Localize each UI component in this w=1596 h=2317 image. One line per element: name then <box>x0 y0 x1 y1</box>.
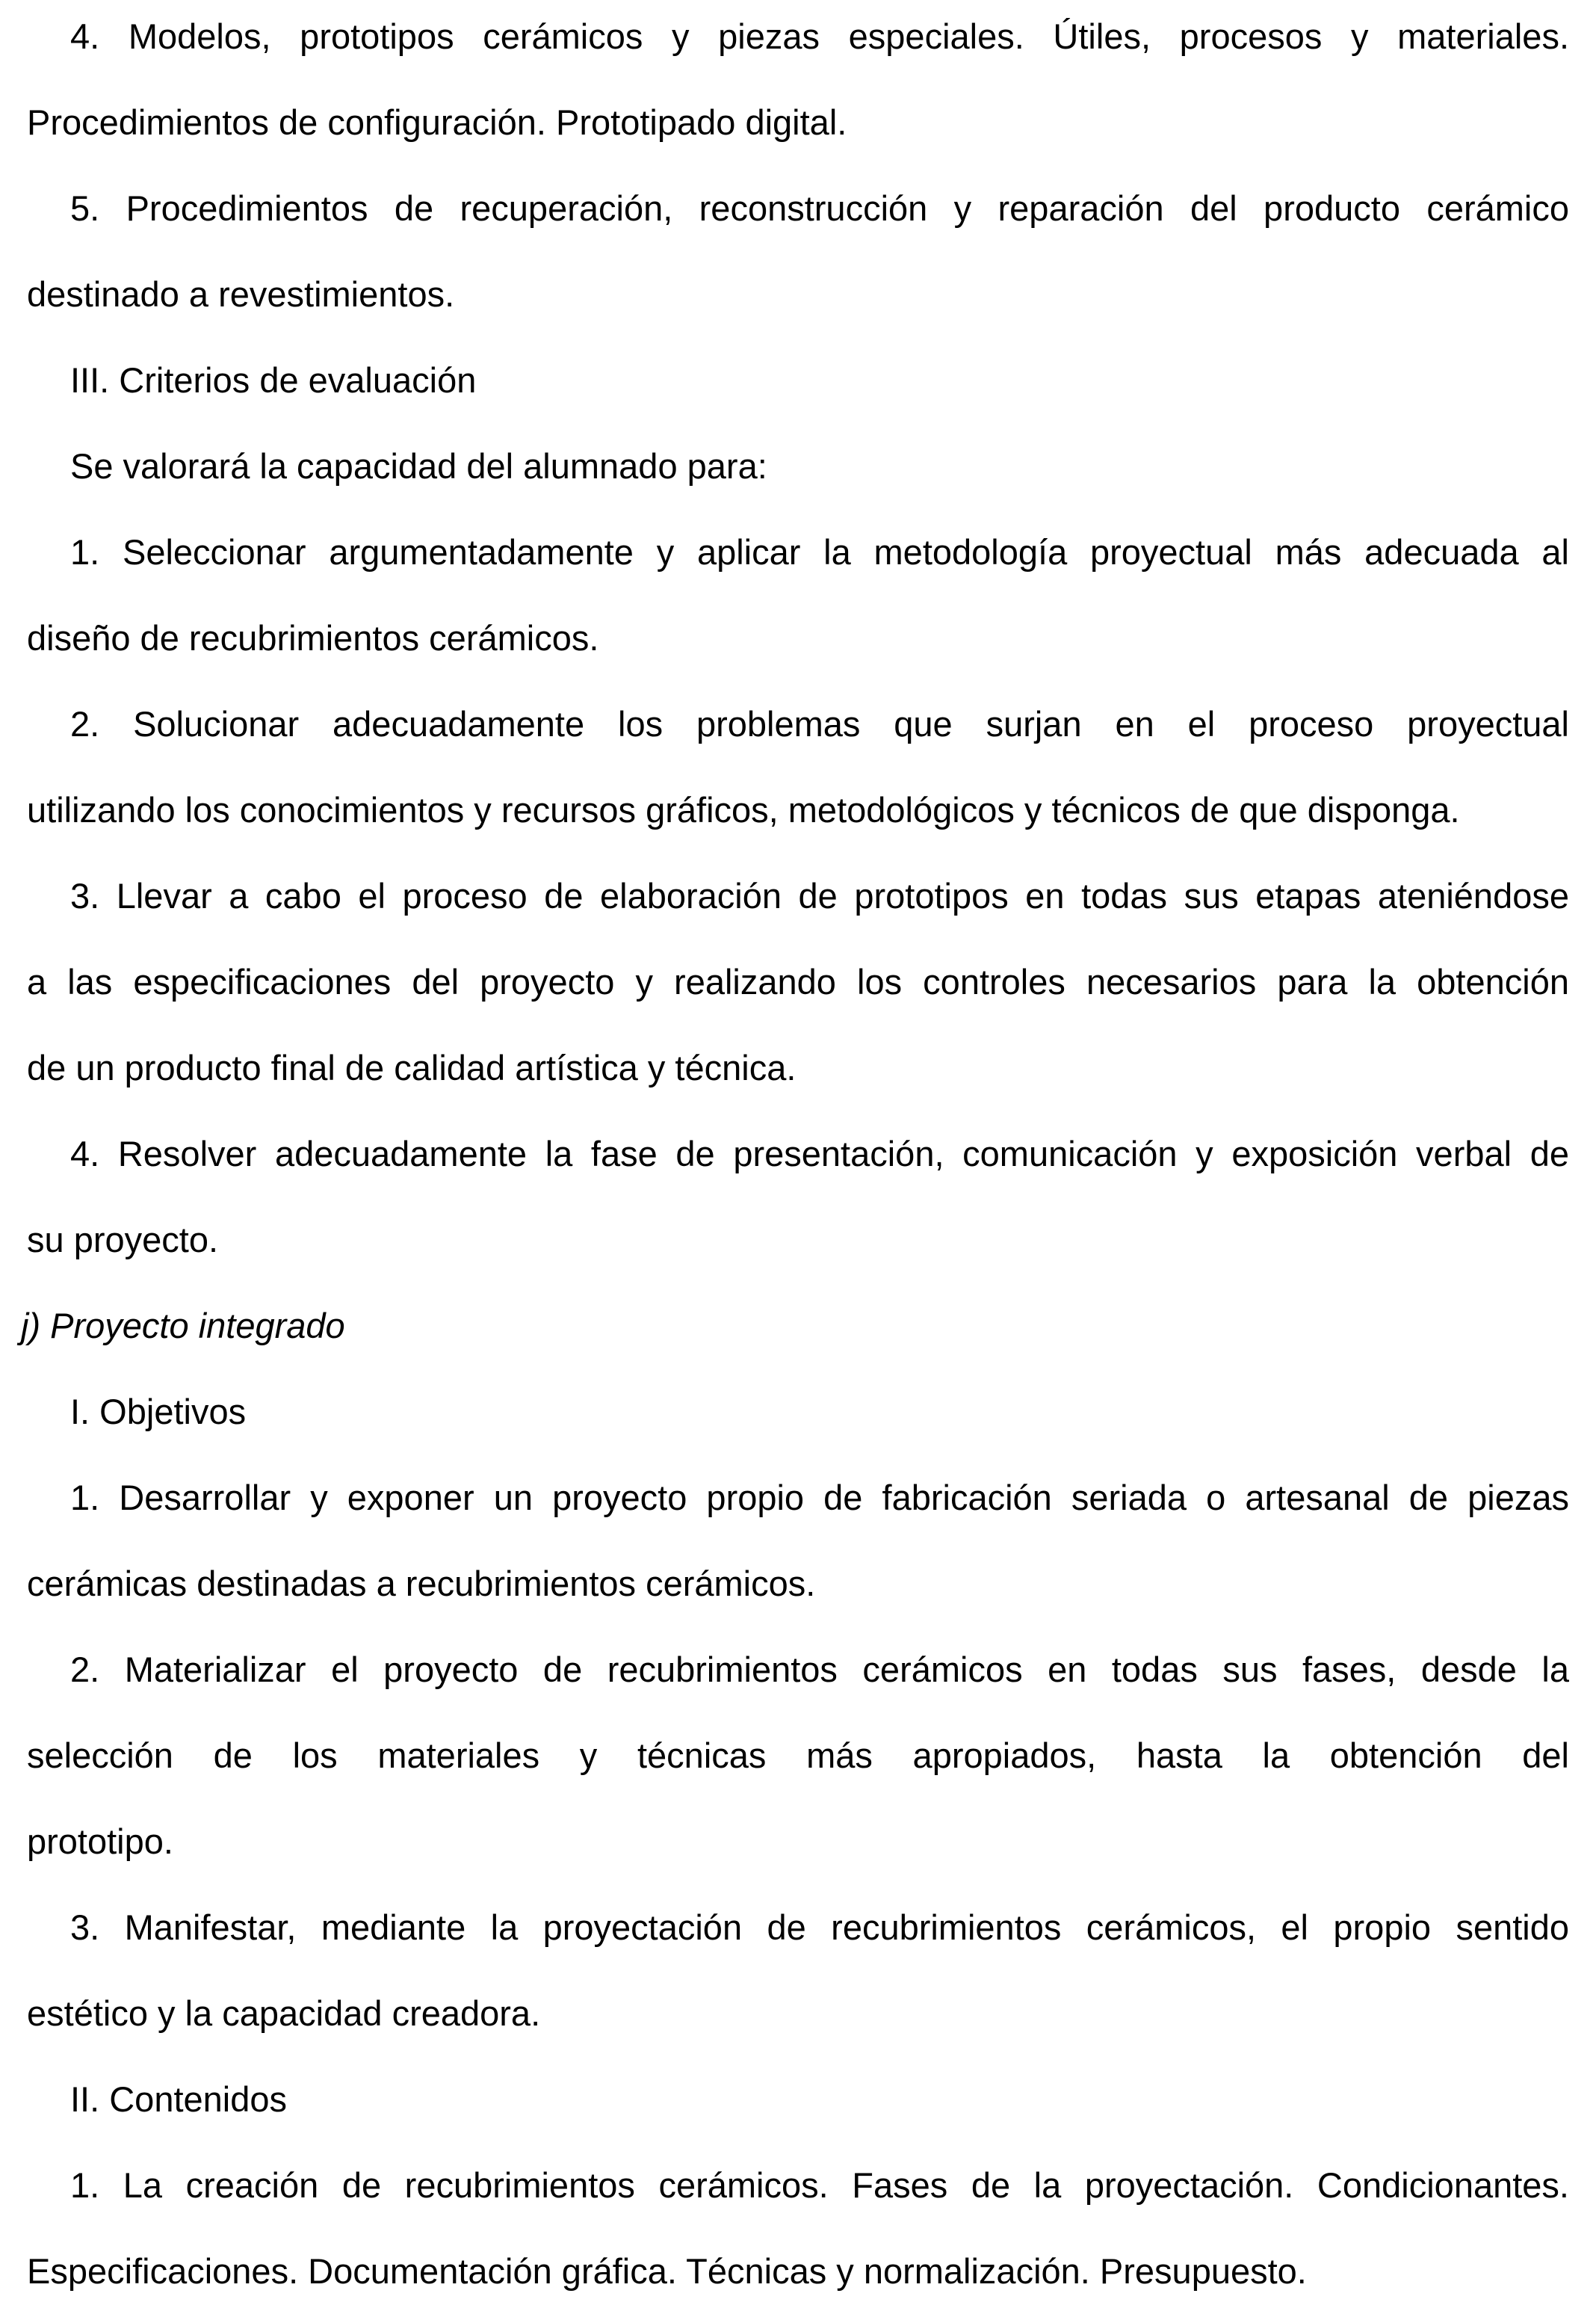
subject-heading-line: j) Proyecto integrado <box>21 1306 345 1345</box>
paragraph-line: destinado a revestimientos. <box>27 274 455 314</box>
paragraph-line: 1. La creación de recubrimientos cerámicos. Fases de la proyectación. Condicionantes. <box>70 2165 1569 2205</box>
section-heading-line: III. Criterios de evaluación <box>70 360 477 400</box>
paragraph-line: 1. Desarrollar y exponer un proyecto propio de fabricación seriada o artesanal de piezas <box>70 1478 1569 1517</box>
paragraph-line: 4. Modelos, prototipos cerámicos y piezas especiales. Útiles, procesos y materiales. <box>70 16 1569 56</box>
paragraph-line: su proyecto. <box>27 1220 219 1259</box>
paragraph-line: 2. Solucionar adecuadamente los problemas que surjan en el proceso proyectual <box>70 704 1569 744</box>
paragraph-line: Se valorará la capacidad del alumnado para: <box>70 446 767 486</box>
paragraph-line: utilizando los conocimientos y recursos gráficos, metodológicos y técnicos de que disponga. <box>27 790 1460 830</box>
section-heading-line: I. Objetivos <box>70 1392 247 1431</box>
paragraph-line: 1. Seleccionar argumentadamente y aplicar la metodología proyectual más adecuada al <box>70 532 1569 572</box>
paragraph-line: 3. Llevar a cabo el proceso de elaboración de prototipos en todas sus etapas ateniéndose <box>70 876 1569 916</box>
paragraph-line: a las especificaciones del proyecto y realizando los controles necesarios para la obtención <box>27 962 1569 1002</box>
paragraph-line: cerámicas destinadas a recubrimientos cerámicos. <box>27 1564 816 1603</box>
paragraph-line: 3. Manifestar, mediante la proyectación de recubrimientos cerámicos, el propio sentido <box>70 1907 1569 1947</box>
section-heading-line: II. Contenidos <box>70 2079 288 2119</box>
text-block <box>21 0 1569 2314</box>
paragraph-line: prototipo. <box>27 1821 173 1861</box>
paragraph-line: 5. Procedimientos de recuperación, reconstrucción y reparación del producto cerámico <box>70 188 1569 228</box>
paragraph-line: Especificaciones. Documentación gráfica. Técnicas y normalización. Presupuesto. <box>27 2251 1307 2291</box>
paragraph-line: 4. Resolver adecuadamente la fase de presentación, comunicación y exposición verbal de <box>70 1134 1569 1173</box>
paragraph-line: 2. Materializar el proyecto de recubrimientos cerámicos en todas sus fases, desde la <box>70 1650 1569 1689</box>
paragraph-line: Procedimientos de configuración. Prototipado digital. <box>27 102 847 142</box>
paragraph-line: estético y la capacidad creadora. <box>27 1993 541 2033</box>
paragraph-line: selección de los materiales y técnicas más apropiados, hasta la obtención del <box>27 1736 1569 1775</box>
paragraph-line: diseño de recubrimientos cerámicos. <box>27 618 599 658</box>
paragraph-line: de un producto final de calidad artística y técnica. <box>27 1048 797 1087</box>
